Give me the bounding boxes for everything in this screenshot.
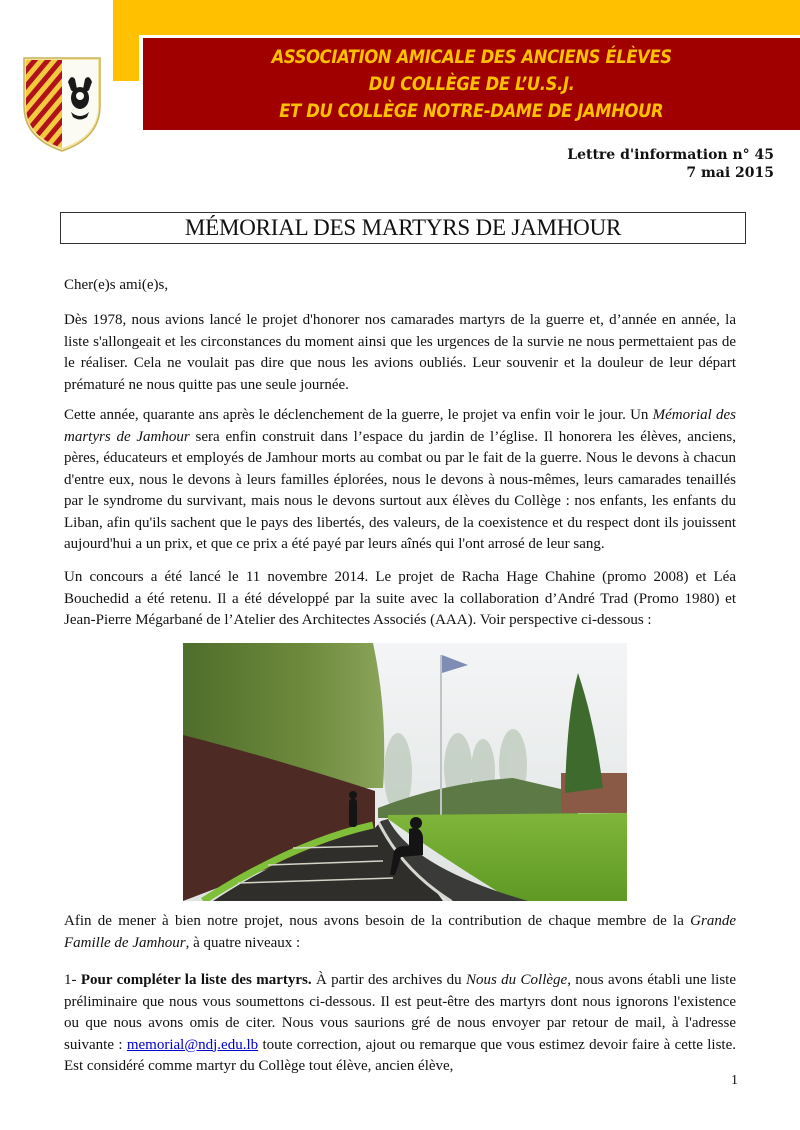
paragraph-history-text: Dès 1978, nous avions lancé le projet d'honorer nos camarades martyrs de la guerre et, d’année en année, la liste s'allongeait et les circonstances du moment ainsi que les urgences de la survie ne nous permettaient pas de le réaliser. Cela ne voulait pas dire que nous les avions oubliés. Leur souvenir et la douleur de leur départ prématuré ne nous quitte pas une seule journée.: [64, 312, 736, 393]
paragraph-memorial: [64, 405, 736, 556]
paragraph-contribution-text-b: , à quatre niveaux :: [185, 934, 301, 951]
document-title: MÉMORIAL DES MARTYRS DE JAMHOUR: [184, 215, 622, 240]
association-name-line-2: DU COLLÈGE DE L’U.S.J.: [368, 72, 575, 95]
paragraph-history: [64, 310, 736, 396]
memorial-email-link[interactable]: memorial@ndj.edu.lb: [126, 1036, 259, 1053]
paragraph-memorial-text-b: sera enfin construit dans l’espace du jardin de l’église. Il honorera les élèves, anciens, pères, éducateurs et employés de Jamhour morts au combat ou par le fait de la guerre. Nous le devons à chacun d'entre eux, nous le devons à leurs familles éplorées, nous le devons à nous-mêmes, leurs camarades tenaillés par le syndrome du survivant, mais nous le devons surtout aux élèves du Collège : nos enfants, les enfants du Liban, afin qu'ils sachent que le pays des libertés, des valeurs, de la coexistence et du respect dont ils jouissent aujourd'hui a un prix, et que ce prix a été payé par leurs aînés qui l'ont arrosé de leur sang.: [64, 428, 736, 552]
paragraph-martyrs-text-b: , nous avons établi une liste préliminaire que nous vous soumettons ci-dessous. Il est peut-être des martyrs dont nous ignorons l'existence ou que nous avons omis de citer. Nous vous saurions gré de nous envoyer par retour de mail, à l'adresse suivante :: [64, 972, 736, 1053]
salutation: Cher(e)s ami(e)s,: [64, 277, 169, 293]
newsletter-issue: Lettre d'information n° 45: [567, 147, 774, 163]
paragraph-memorial-text-a: Cette année, quarante ans après le déclenchement de la guerre, le projet va enfin voir le jour. Un: [64, 407, 653, 423]
header-yellow-band: [113, 0, 800, 35]
association-banner: [143, 38, 800, 130]
newsletter-date: 7 mai 2015: [686, 165, 774, 181]
page-number: 1: [731, 1073, 738, 1088]
paragraph-competition-text: Un concours a été lancé le 11 novembre 2014. Le projet de Racha Hage Chahine (promo 2008) et Léa Bouchedid a été retenu. Il a été développé par la suite avec la collaboration d’André Trad (Promo 1980) et Jean-Pierre Mégarbané de l’Atelier des Architectes Associés (AAA). Voir perspective ci-dessous :: [64, 569, 736, 628]
grande-famille-emphasis: Grande Famille de Jamhour: [64, 913, 736, 951]
school-crest-icon: [22, 56, 102, 152]
nous-du-college-emphasis: Nous du Collège: [465, 972, 568, 988]
association-name-line-3: ET DU COLLÈGE NOTRE-DAME DE JAMHOUR: [279, 99, 664, 122]
association-name-line-1: ASSOCIATION AMICALE DES ANCIENS ÉLÈVES: [271, 45, 672, 68]
header-yellow-accent: [113, 35, 139, 81]
paragraph-martyrs-text-a: À partir des archives du: [311, 972, 466, 988]
paragraph-contribution-text-a: Afin de mener à bien notre projet, nous avons besoin de la contribution de chaque membre de la: [64, 913, 691, 929]
paragraph-contribution: [64, 911, 736, 954]
paragraph-competition: [64, 567, 736, 632]
paragraph-martyrs-text-c: toute correction, ajout ou remarque que vous estimez devoir faire à cette liste. Est considéré comme martyr du Collège tout élève, ancien élève,: [64, 1036, 737, 1074]
memorial-name-emphasis: Mémorial des martyrs de Jamhour: [64, 407, 736, 445]
paragraph-martyrs-list: [64, 970, 736, 1078]
newsletter-info: [567, 146, 774, 182]
martyrs-list-heading: Pour compléter la liste des martyrs.: [80, 972, 312, 988]
document-title-box: [60, 212, 746, 244]
list-number: 1-: [64, 972, 81, 988]
memorial-perspective-image: [183, 643, 627, 901]
